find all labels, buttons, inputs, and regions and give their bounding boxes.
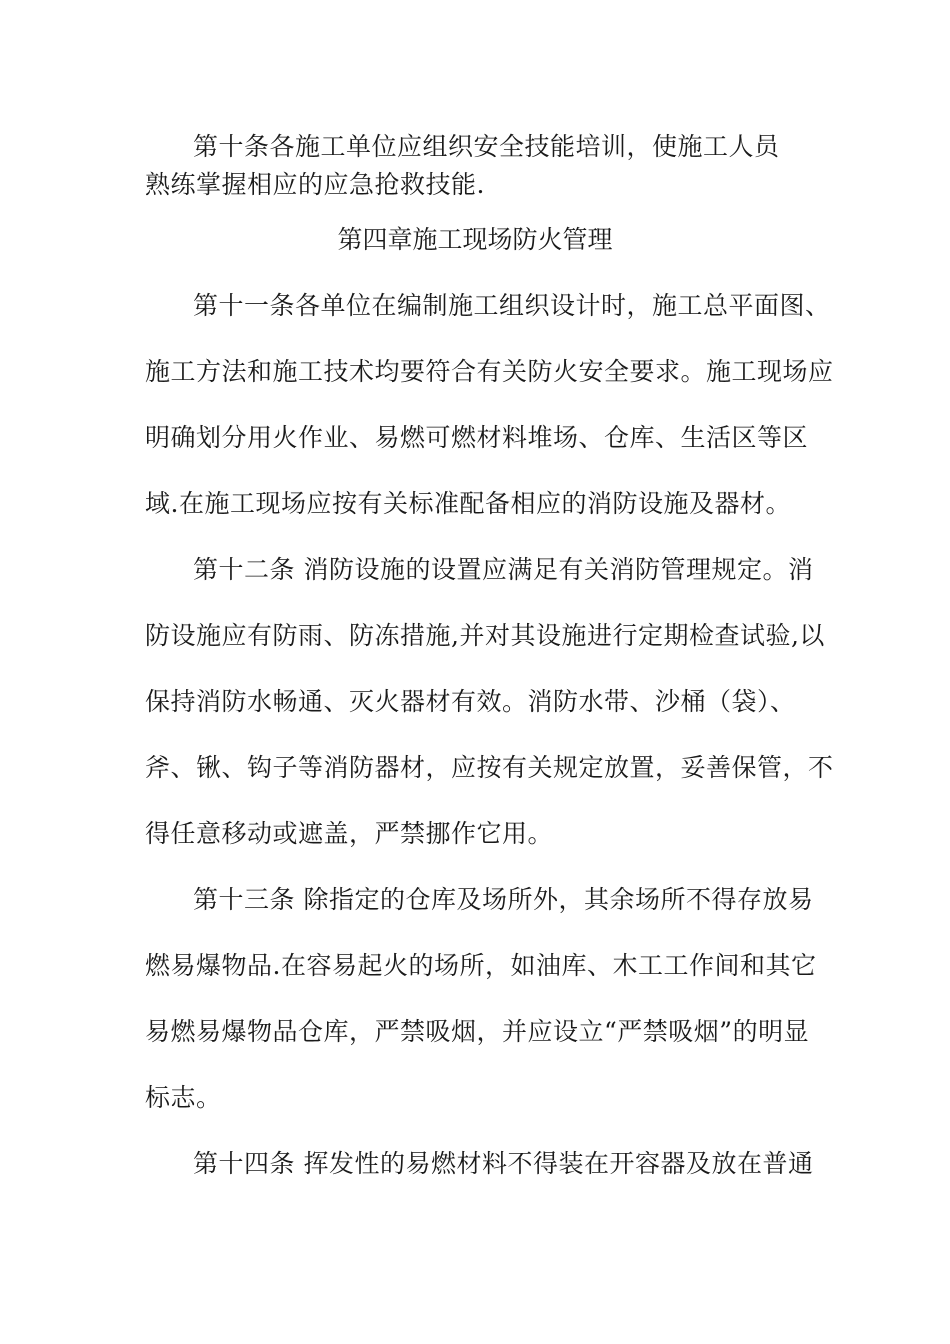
article-11-line-3: 明确划分用火作业、易燃可燃材料堆场、仓库、生活区等区 bbox=[145, 423, 809, 452]
article-12-line-4: 斧、锹、钩子等消防器材，应按有关规定放置，妥善保管，不 bbox=[145, 753, 834, 782]
article-13-line-3: 易燃易爆物品仓库，严禁吸烟，并应设立“严禁吸烟”的明显 bbox=[145, 1017, 810, 1046]
chapter-4-heading: 第四章施工现场防火管理 bbox=[337, 225, 613, 254]
article-13-line-4: 标志。 bbox=[145, 1083, 222, 1112]
article-11-line-1: 第十一条各单位在编制施工组织设计时，施工总平面图、 bbox=[193, 291, 831, 320]
article-10-line-2: 熟练掌握相应的应急抢救技能. bbox=[145, 170, 485, 199]
article-12-line-3: 保持消防水畅通、灭火器材有效。消防水带、沙桶（袋）、 bbox=[145, 687, 796, 716]
article-12-line-1: 第十二条 消防设施的设置应满足有关消防管理规定。消 bbox=[193, 555, 814, 584]
article-11-line-4: 域.在施工现场应按有关标准配备相应的消防设施及器材。 bbox=[145, 489, 791, 518]
article-12-line-2: 防设施应有防雨、防冻措施,并对其设施进行定期检查试验,以 bbox=[145, 621, 825, 650]
article-10-line-1: 第十条各施工单位应组织安全技能培训，使施工人员 bbox=[193, 132, 780, 161]
article-14-line-1: 第十四条 挥发性的易燃材料不得装在开容器及放在普通 bbox=[193, 1149, 814, 1178]
article-11-line-2: 施工方法和施工技术均要符合有关防火安全要求。施工现场应 bbox=[145, 357, 834, 386]
article-12-line-5: 得任意移动或遮盖，严禁挪作它用。 bbox=[145, 819, 554, 848]
article-13-line-2: 燃易爆物品.在容易起火的场所，如油库、木工工作间和其它 bbox=[145, 951, 817, 980]
article-13-line-1: 第十三条 除指定的仓库及场所外，其余场所不得存放易 bbox=[193, 885, 814, 914]
